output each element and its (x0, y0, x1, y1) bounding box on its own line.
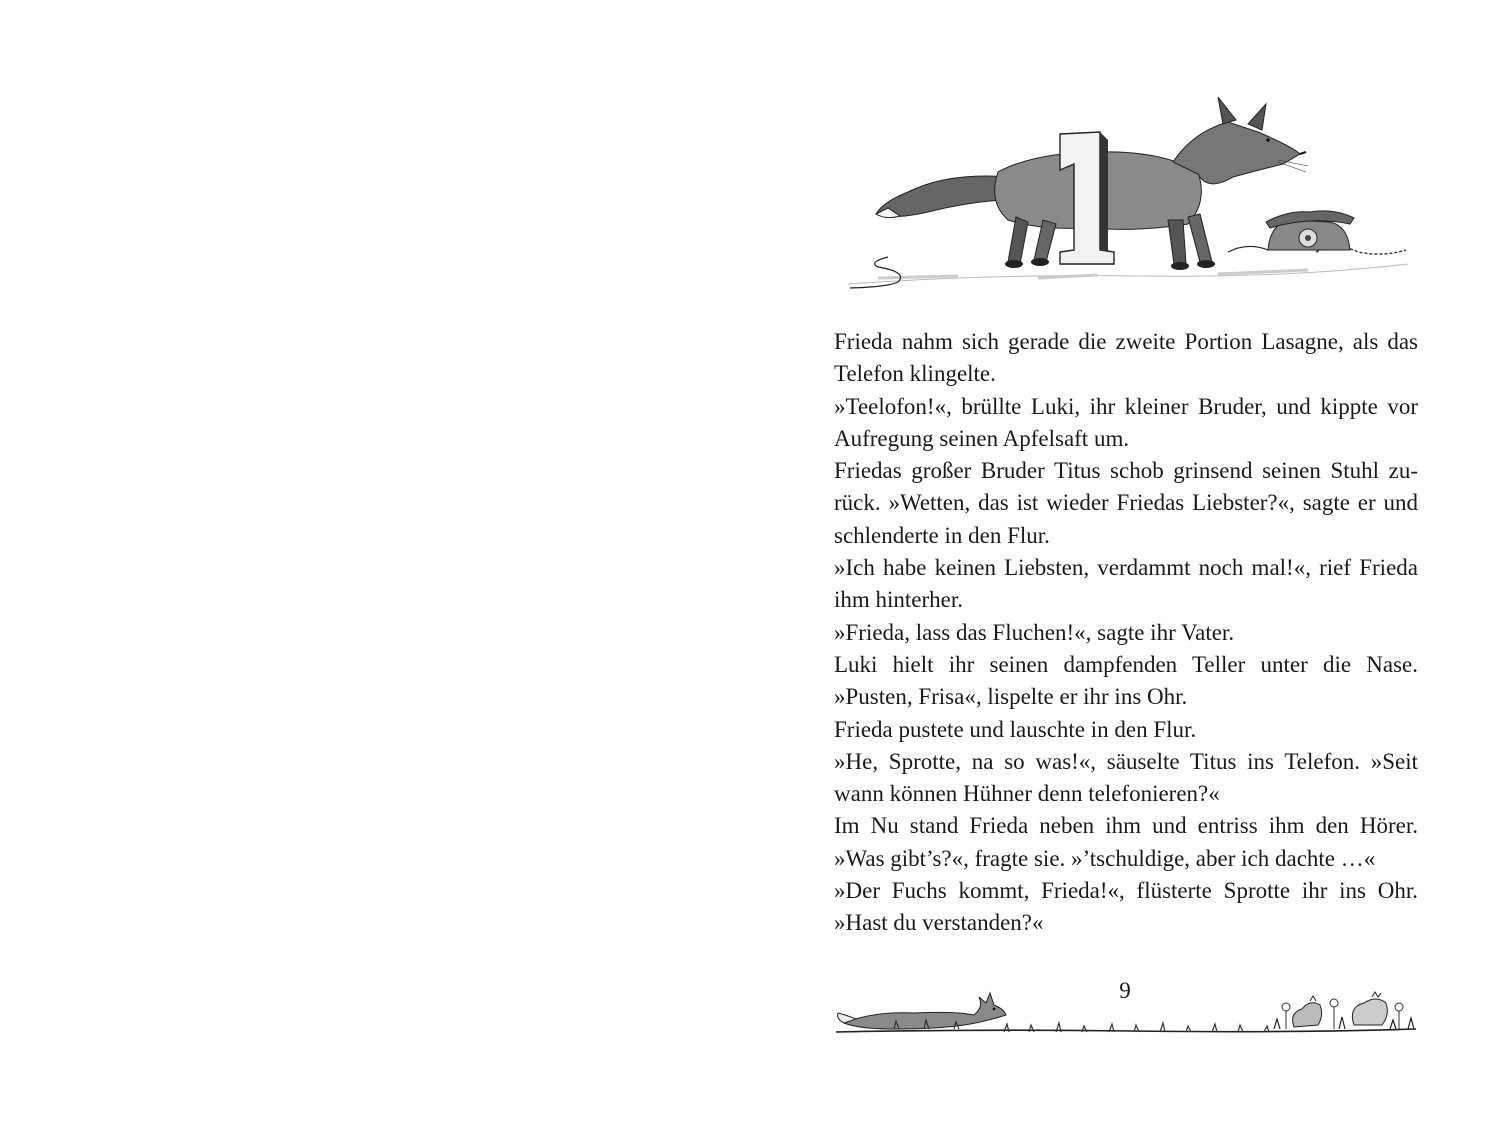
text-line: Aufregung seinen Apfelsaft um. (834, 425, 1130, 451)
text-line: »Frieda, lass das Fluchen!«, sagte ihr Vater. (834, 619, 1235, 645)
text-line: »Der Fuchs kommt, Frieda!«, flüsterte Sprotte ihr ins Ohr. (834, 878, 1418, 904)
text-line: rück. »Wetten, das ist wieder Friedas Liebster?«, sagte er und (834, 490, 1418, 516)
text-line: »Ich habe keinen Liebsten, verdammt noch mal!«, rief Frieda (834, 555, 1418, 581)
fox-with-telephone-illustration-icon (838, 92, 1418, 297)
text-line: »Was gibt’s?«, fragte sie. »’tschuldige, aber ich dachte …« (834, 845, 1376, 871)
text-line: ihm hinterher. (834, 587, 964, 613)
text-line: Luki hielt ihr seinen dampfenden Teller unter die Nase. (834, 651, 1418, 677)
text-line: Telefon klingelte. (834, 361, 996, 387)
text-line: »Teelofon!«, brüllte Luki, ihr kleiner Bruder, und kippte vor (834, 393, 1418, 419)
text-line: Im Nu stand Frieda neben ihm und entriss ihm den Hörer. (834, 813, 1418, 839)
text-line: schlenderte in den Flur. (834, 522, 1050, 548)
text-line: »Pusten, Frisa«, lispelte er ihr ins Ohr. (834, 684, 1188, 710)
fox-and-chickens-grass-border-icon (834, 985, 1418, 1040)
text-line: wann können Hühner denn telefonieren?« (834, 781, 1220, 807)
text-line: »Hast du verstanden?« (834, 910, 1044, 936)
chapter-text (834, 326, 1418, 940)
text-line: Frieda pustete und lauschte in den Flur. (834, 716, 1197, 742)
text-line: Frieda nahm sich gerade die zweite Portion Lasagne, als das (834, 329, 1418, 354)
text-line: Friedas großer Bruder Titus schob grinsend seinen Stuhl zu- (834, 458, 1418, 484)
page-number: 9 (1119, 978, 1131, 1003)
text-line: »He, Sprotte, na so was!«, säuselte Titus ins Telefon. »Seit (834, 748, 1418, 774)
